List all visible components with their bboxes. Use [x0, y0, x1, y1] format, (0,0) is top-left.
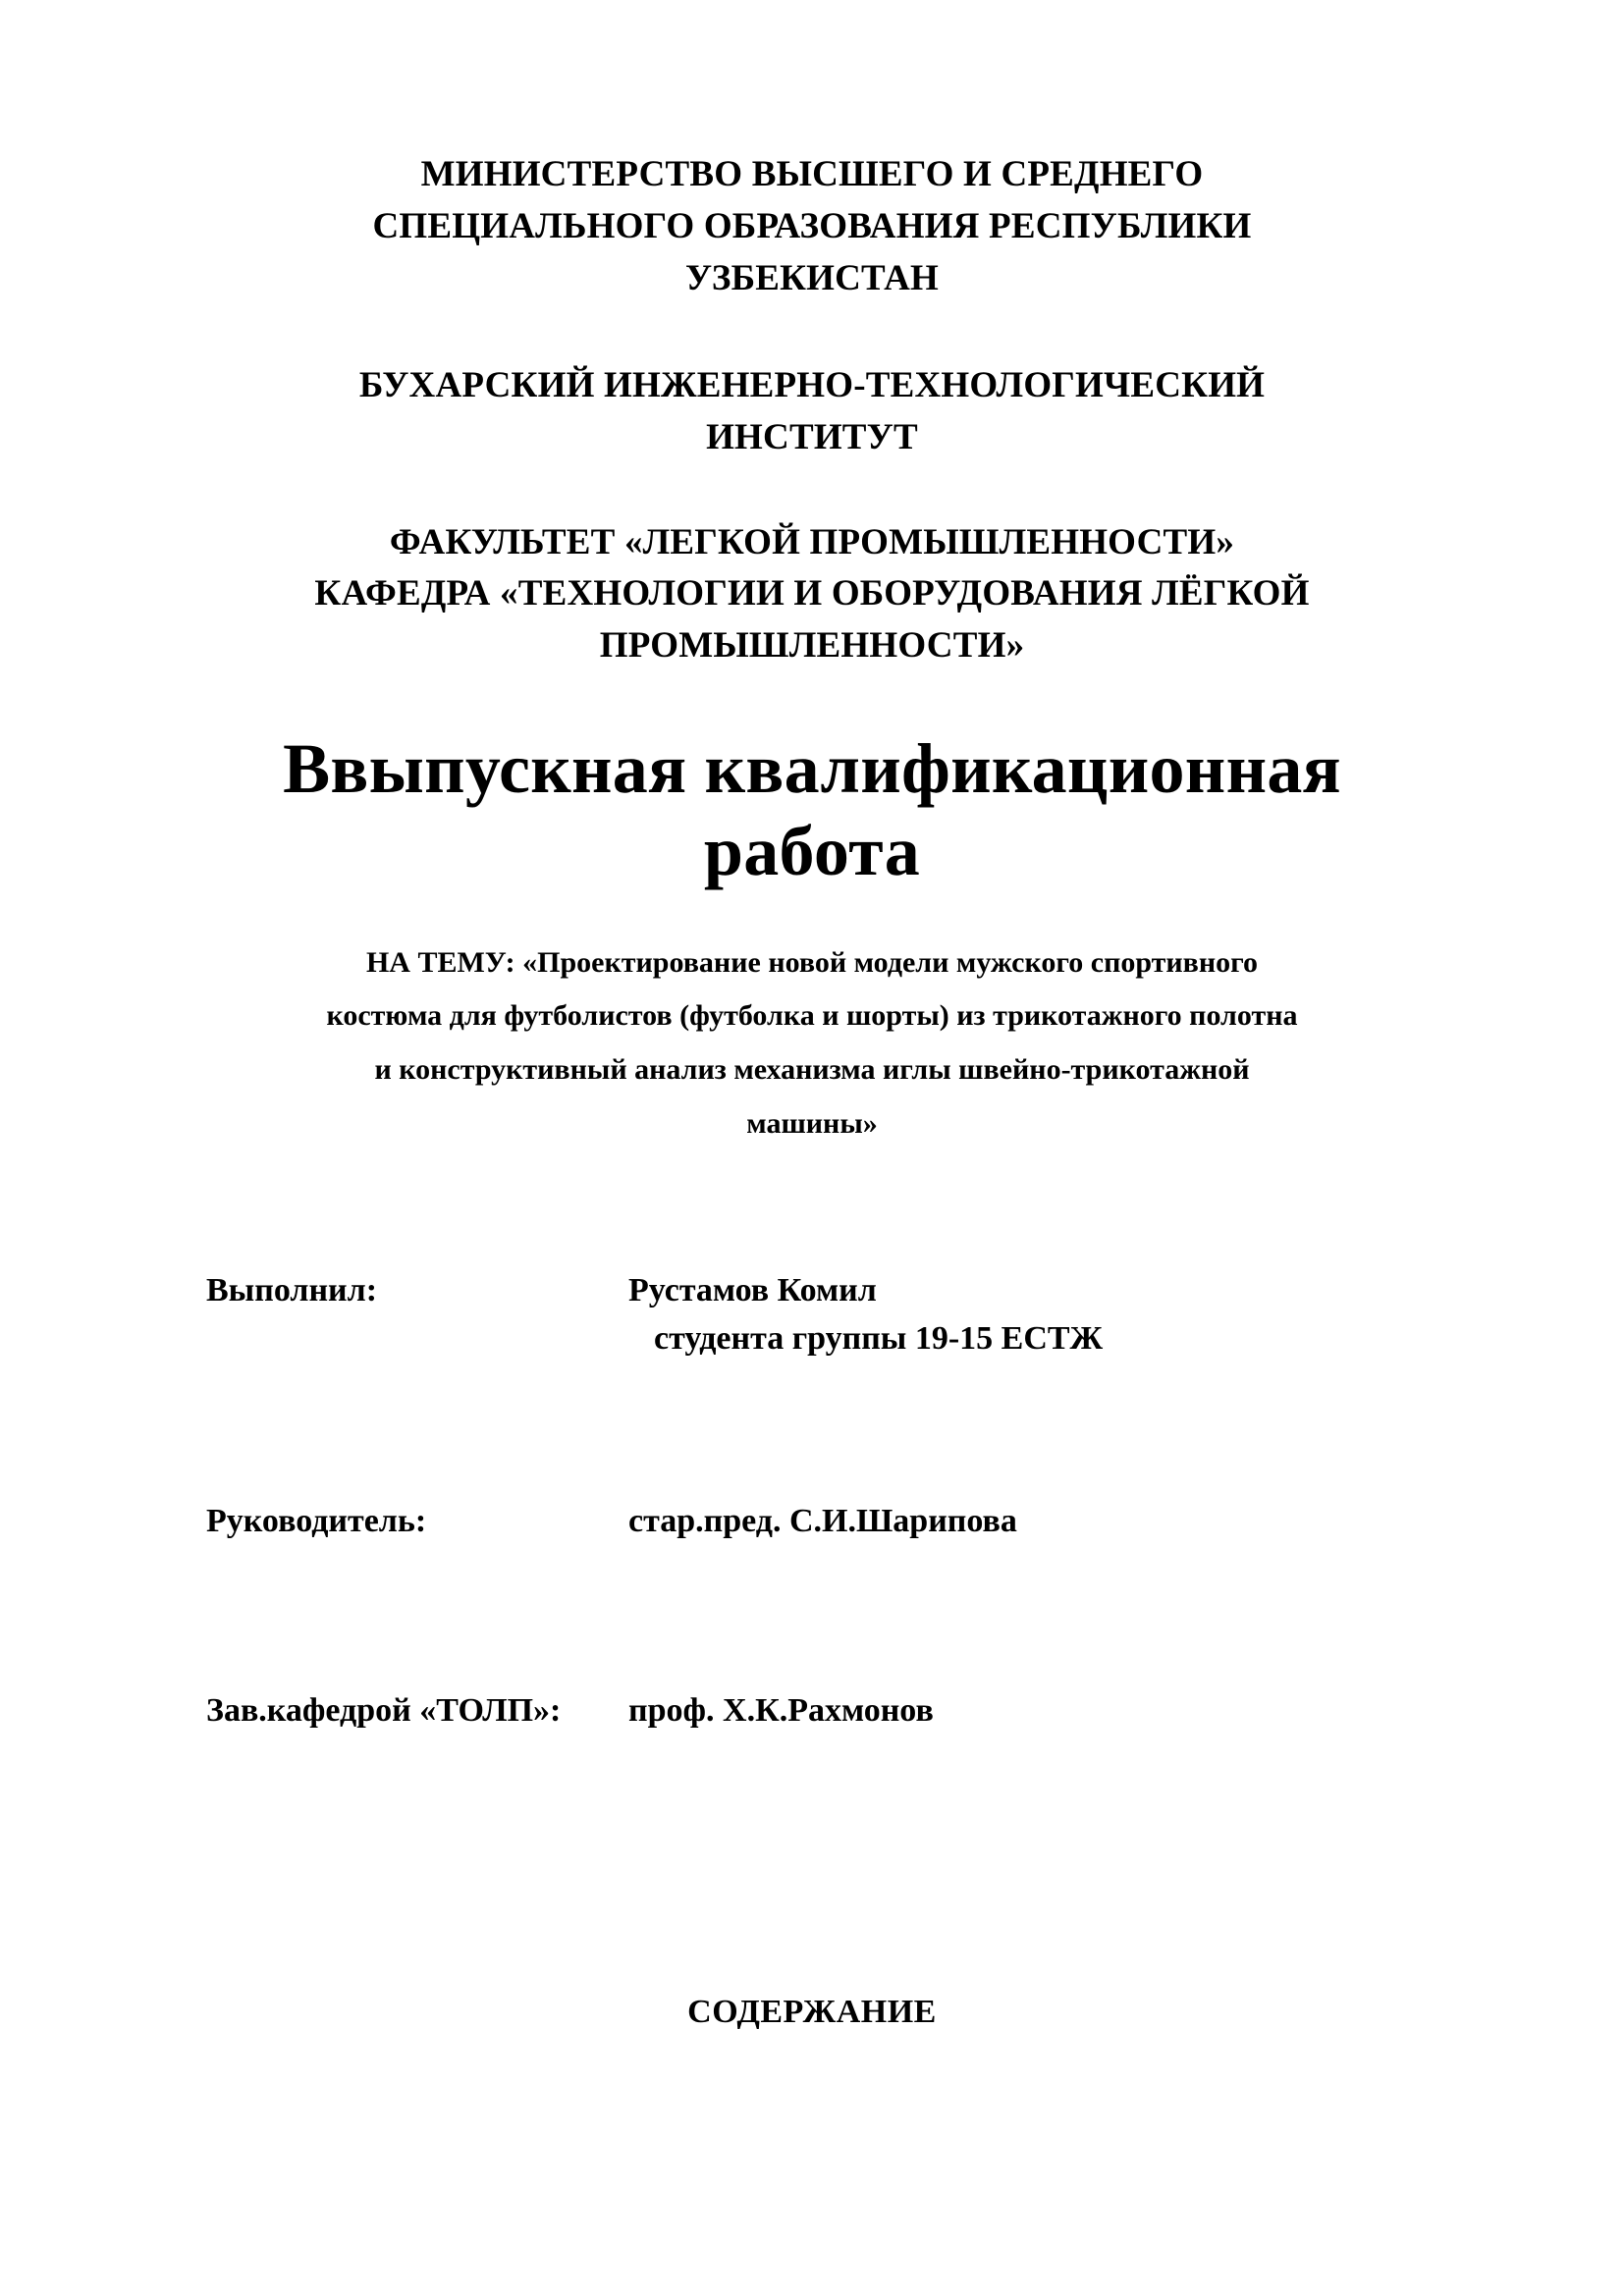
- institute-line-1: БУХАРСКИЙ ИНЖЕНЕРНО-ТЕХНОЛОГИЧЕСКИЙ: [358, 364, 1266, 405]
- author-group: студента группы 19-15 ЕСТЖ: [654, 1320, 1104, 1358]
- ministry-heading: [206, 0, 1418, 305]
- ministry-line-1: МИНИСТЕРСТВО ВЫСШЕГО И СРЕДНЕГО: [420, 154, 1204, 194]
- work-type-line-1: Ввыпускная квалификационная: [283, 729, 1341, 809]
- faculty-line-1: ФАКУЛЬТЕТ «ЛЕГКОЙ ПРОМЫШЛЕННОСТИ»: [389, 521, 1235, 562]
- head-of-department-name: проф. Х.К.Рахмонов: [628, 1691, 934, 1729]
- supervisor-label: Руководитель:: [206, 1502, 427, 1539]
- author-signature-row: [206, 1150, 1418, 1363]
- institute-heading: [206, 305, 1418, 464]
- author-value: [628, 1266, 1418, 1363]
- thesis-topic: [206, 893, 1418, 1150]
- topic-line-4: машины»: [746, 1106, 878, 1140]
- head-of-department-label: Зав.кафедрой «ТОЛП»:: [206, 1691, 562, 1729]
- supervisor-signature-row: [206, 1363, 1418, 1545]
- department-line-2: ПРОМЫШЛЕННОСТИ»: [599, 625, 1025, 667]
- ministry-line-2: СПЕЦИАЛЬНОГО ОБРАЗОВАНИЯ РЕСПУБЛИКИ: [372, 205, 1252, 246]
- department-line-1: КАФЕДРА «ТЕХНОЛОГИИ И ОБОРУДОВАНИЯ ЛЁГКОЙ: [314, 573, 1310, 614]
- ministry-line-3: УЗБЕКИСТАН: [684, 257, 939, 298]
- topic-line-1: НА ТЕМУ: «Проектирование новой модели мужского спортивного: [365, 945, 1259, 979]
- topic-line-3: и конструктивный анализ механизма иглы швейно-трикотажной: [374, 1052, 1250, 1086]
- faculty-department-heading: [206, 464, 1418, 673]
- contents-heading: СОДЕРЖАНИЕ: [687, 1994, 937, 2031]
- author-label: Выполнил:: [206, 1272, 378, 1309]
- work-type-line-2: работа: [703, 812, 921, 891]
- author-name: Рустамов Комил: [628, 1272, 877, 1309]
- page-title: [206, 672, 1418, 892]
- institute-line-2: ИНСТИТУТ: [706, 416, 918, 457]
- supervisor-name: стар.пред. С.И.Шарипова: [628, 1502, 1017, 1539]
- topic-line-2: костюма для футболистов (футболка и шорты) из трикотажного полотна: [326, 999, 1298, 1033]
- head-of-department-signature-row: [206, 1545, 1418, 1735]
